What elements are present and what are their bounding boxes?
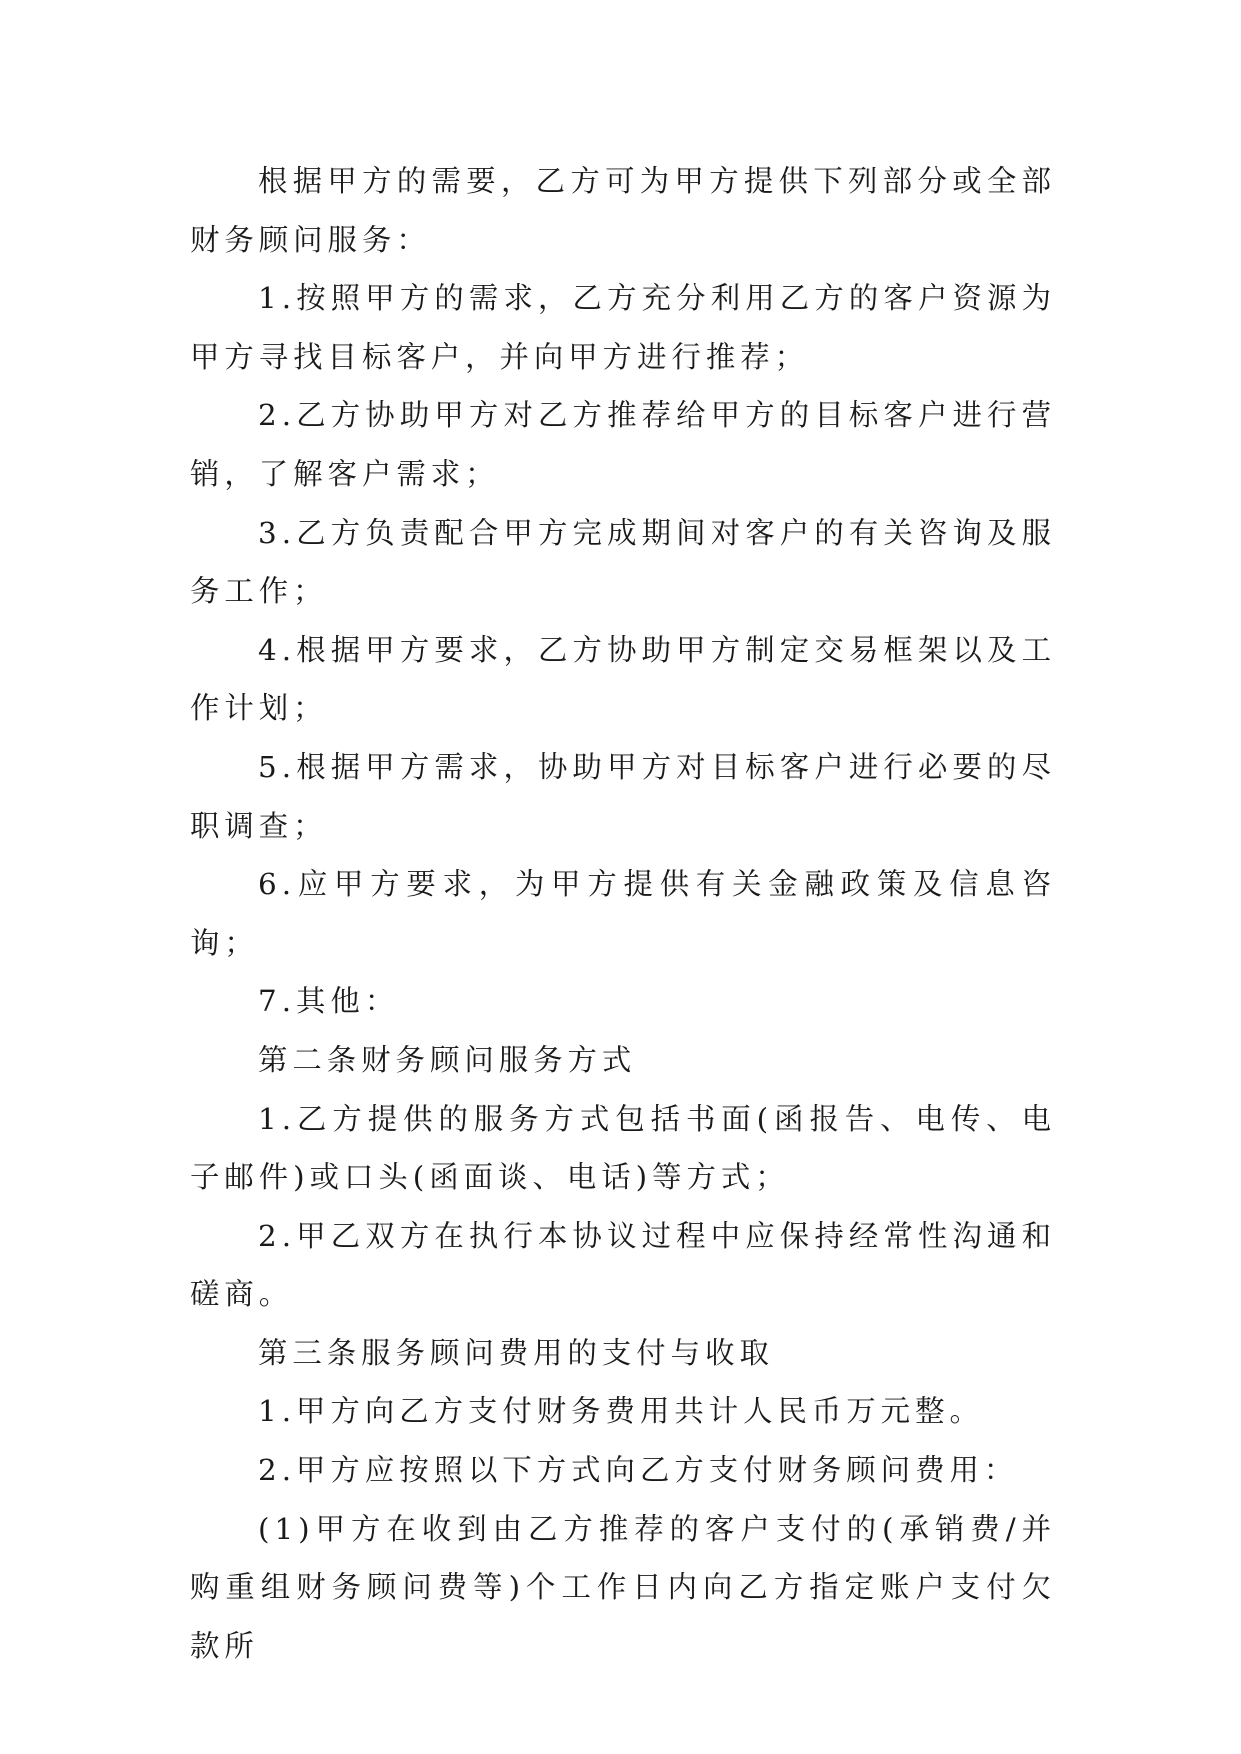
paragraph-item-7: 7.其他： [258, 984, 400, 1019]
section-heading-article-2: 第二条财务顾问服务方式 [258, 1042, 637, 1077]
paragraph-item-5: 5.根据甲方需求，协助甲方对目标客户进行必要的尽职调查； [190, 749, 1056, 843]
paragraph-service-method-2: 2.甲乙双方在执行本协议过程中应保持经常性沟通和磋商。 [190, 1218, 1056, 1312]
document-page [190, 152, 1056, 1675]
paragraph-service-method-1: 1.乙方提供的服务方式包括书面(函报告、电传、电子邮件)或口头(函面谈、电话)等方式； [190, 1101, 1056, 1195]
paragraph-item-3: 3.乙方负责配合甲方完成期间对客户的有关咨询及服务工作； [190, 515, 1056, 609]
paragraph-fee-2-sub-1: (1)甲方在收到由乙方推荐的客户支付的(承销费/并购重组财务顾问费等)个工作日内向乙方指定账户支付欠款所 [190, 1511, 1056, 1663]
section-heading-article-3: 第三条服务顾问费用的支付与收取 [258, 1335, 774, 1370]
paragraph-item-6: 6.应甲方要求，为甲方提供有关金融政策及信息咨询； [190, 867, 1056, 960]
paragraph-fee-2: 2.甲方应按照以下方式向乙方支付财务顾问费用： [258, 1453, 1019, 1488]
paragraph-item-4: 4.根据甲方要求，乙方协助甲方制定交易框架以及工作计划； [190, 632, 1056, 726]
paragraph-intro: 根据甲方的需要，乙方可为甲方提供下列部分或全部财务顾问服务： [190, 164, 1056, 257]
paragraph-item-2: 2.乙方协助甲方对乙方推荐给甲方的目标客户进行营销，了解客户需求； [190, 398, 1056, 491]
paragraph-item-1: 1.按照甲方的需求，乙方充分利用乙方的客户资源为甲方寻找目标客户，并向甲方进行推荐； [190, 281, 1056, 374]
paragraph-fee-1: 1.甲方向乙方支付财务费用共计人民币万元整。 [258, 1394, 984, 1429]
